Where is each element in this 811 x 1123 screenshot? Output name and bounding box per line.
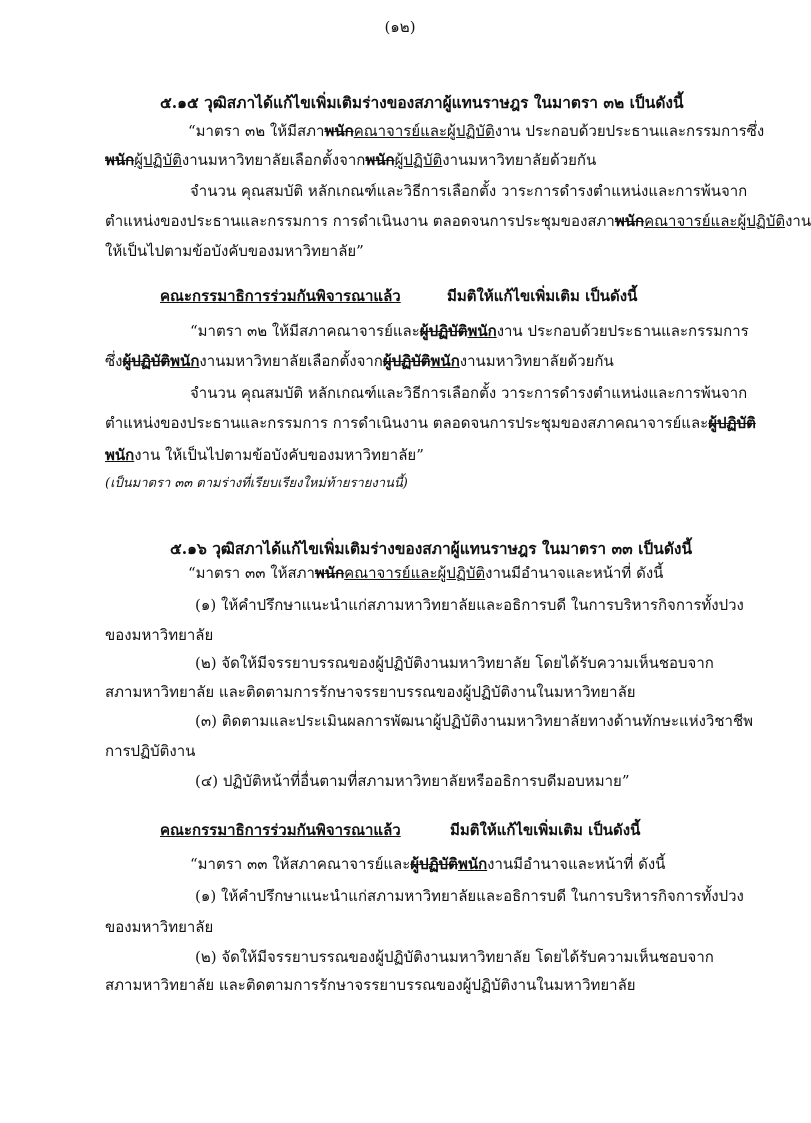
s516-committee-line-1 (190, 852, 762, 876)
s516-committee-item-1: (๑) ให้คำปรึกษาแนะนำแก่สภามหาวิทยาลัยและอธิการบดี ในการบริหารกิจการทั้งปวง (195, 887, 744, 905)
struck-text: ผู้ปฏิบัติ (708, 414, 756, 432)
s515-committee-resolution: มีมติให้แก้ไขเพิ่มเติม เป็นดังนี้ (447, 287, 638, 305)
renumbering-note: (เป็นมาตรา ๓๓ ตามร่างที่เรียบเรียงใหม่ท้ายรายงานนี้) (105, 476, 408, 491)
s516-senate-item-1-cont: ของมหาวิทยาลัย (105, 626, 214, 644)
s516-committee-item-2: (๒) จัดให้มีจรรยาบรรณของผู้ปฏิบัติงานมหาวิทยาลัย โดยได้รับความเห็นชอบจาก (195, 948, 714, 966)
s516-senate-item-2-cont: สภามหาวิทยาลัย และติดตามการรักษาจรรยาบรรณของผู้ปฏิบัติงานในมหาวิทยาลัย (105, 683, 636, 701)
s516-senate-item-3: (๓) ติดตามและประเมินผลการพัฒนาผู้ปฏิบัติงานมหาวิทยาลัยทางด้านทักษะแห่งวิชาชีพ (195, 712, 754, 730)
s516-senate-item-4: (๔) ปฏิบัติหน้าที่อื่นตามที่สภามหาวิทยาลัยหรืออธิการบดีมอบหมาย” (195, 772, 630, 790)
s516-senate-item-2: (๒) จัดให้มีจรรยาบรรณของผู้ปฏิบัติงานมหาวิทยาลัย โดยได้รับความเห็นชอบจาก (195, 654, 714, 672)
text-segment: งานมหาวิทยาลัยเลือกตั้งจาก (181, 151, 366, 169)
struck-text: ผู้ปฏิบัติ (382, 352, 431, 370)
s516-committee-heading: คณะกรรมาธิการร่วมกันพิจารณาแล้ว (160, 821, 401, 839)
text-segment: ตำแหน่งของประธานและกรรมการ การดำเนินงาน ตลอดจนการประชุมของสภา (105, 212, 615, 230)
s516-senate-line-1 (188, 561, 760, 585)
text-segment: งานมหาวิทยาลัยด้วยกัน (459, 352, 614, 370)
s516-senate-item-1: (๑) ให้คำปรึกษาแนะนำแก่สภามหาวิทยาลัยและอธิการบดี ในการบริหารกิจการทั้งปวง (195, 596, 744, 614)
text-segment: ตำแหน่งของประธานและกรรมการ การดำเนินงาน ตลอดจนการประชุมของสภาคณาจารย์และ (105, 414, 709, 432)
section-5-16-heading: ๕.๑๖ วุฒิสภาได้แก้ไขเพิ่มเติมร่างของสภาผู้แทนราษฎร ในมาตรา ๓๓ เป็นดังนี้ (170, 539, 693, 558)
s515-committee-heading: คณะกรรมาธิการร่วมกันพิจารณาแล้ว (160, 287, 401, 305)
underlined-text: พนัก (467, 322, 497, 340)
text-segment: “มาตรา ๓๓ ให้สภา (188, 564, 315, 582)
underlined-text: ผู้ปฏิบัติ (134, 151, 182, 169)
page-number: (๑๒) (384, 18, 416, 36)
struck-text: พนัก (614, 212, 645, 230)
text-segment: งานมีอำนาจและหน้าที่ ดังนี้ (485, 564, 664, 582)
struck-text: ผู้ปฏิบัติ (122, 352, 171, 370)
text-segment: งาน ประกอบด้วยประธานและกรรมการ (496, 322, 749, 340)
struck-text: พนัก (314, 564, 345, 582)
s515-committee-line-4 (105, 411, 760, 435)
text-segment: “มาตรา ๓๒ ให้มีสภา (188, 122, 325, 140)
underlined-text: คณาจารย์และผู้ปฏิบัติ (644, 212, 786, 230)
s515-senate-line-5: ให้เป็นไปตามข้อบังคับของมหาวิทยาลัย” (105, 242, 364, 260)
underlined-text: พนัก (457, 855, 488, 873)
text-segment: งาน ประกอบด้วยประธานและกรรมการซึ่ง (494, 122, 765, 140)
s515-committee-line-2 (105, 349, 760, 373)
s515-committee-line-1 (190, 319, 762, 343)
s515-senate-line-2 (105, 148, 760, 172)
text-segment: งานมีอำนาจและหน้าที่ ดังนี้ (487, 855, 666, 873)
text-segment: ซึ่ง (105, 352, 123, 370)
s515-senate-line-1 (188, 119, 765, 143)
text-segment: งานมหาวิทยาลัยด้วยกัน (442, 151, 597, 169)
struck-text: พนัก (105, 151, 135, 169)
s516-senate-item-3-cont: การปฏิบัติงาน (105, 742, 196, 760)
s515-committee-line-3: จำนวน คุณสมบัติ หลักเกณฑ์และวิธีการเลือกตั้ง วาระการดำรงตำแหน่งและการพ้นจาก (190, 384, 748, 402)
s515-senate-line-4 (105, 209, 811, 233)
text-segment: งานมหาวิทยาลัยเลือกตั้งจาก (199, 352, 383, 370)
text-segment: งาน (785, 212, 811, 230)
struck-text: ผู้ปฏิบัติ (410, 855, 458, 873)
s516-committee-resolution: มีมติให้แก้ไขเพิ่มเติม เป็นดังนี้ (450, 821, 641, 839)
s515-committee-line-5 (105, 443, 760, 467)
text-segment: “มาตรา ๓๒ ให้มีสภาคณาจารย์และ (190, 322, 420, 340)
struck-text: พนัก (365, 151, 395, 169)
underlined-text: ผู้ปฏิบัติ (394, 151, 443, 169)
underlined-text: พนัก (430, 352, 460, 370)
underlined-text: พนัก (105, 446, 135, 464)
text-segment: งาน ให้เป็นไปตามข้อบังคับของมหาวิทยาลัย” (134, 446, 424, 464)
underlined-text: คณาจารย์และผู้ปฏิบัติ (353, 122, 495, 140)
underlined-text: คณาจารย์และผู้ปฏิบัติ (344, 564, 486, 582)
section-5-15-heading: ๕.๑๕ วุฒิสภาได้แก้ไขเพิ่มเติมร่างของสภาผู้แทนราษฎร ในมาตรา ๓๒ เป็นดังนี้ (160, 93, 684, 112)
struck-text: พนัก (324, 122, 354, 140)
struck-text: ผู้ปฏิบัติ (419, 322, 468, 340)
s516-committee-item-2-cont: สภามหาวิทยาลัย และติดตามการรักษาจรรยาบรรณของผู้ปฏิบัติงานในมหาวิทยาลัย (105, 976, 636, 994)
s515-senate-line-3: จำนวน คุณสมบัติ หลักเกณฑ์และวิธีการเลือกตั้ง วาระการดำรงตำแหน่งและการพ้นจาก (190, 182, 748, 200)
s516-committee-item-1-cont: ของมหาวิทยาลัย (105, 918, 214, 936)
text-segment: “มาตรา ๓๓ ให้สภาคณาจารย์และ (190, 855, 411, 873)
underlined-text: พนัก (170, 352, 200, 370)
